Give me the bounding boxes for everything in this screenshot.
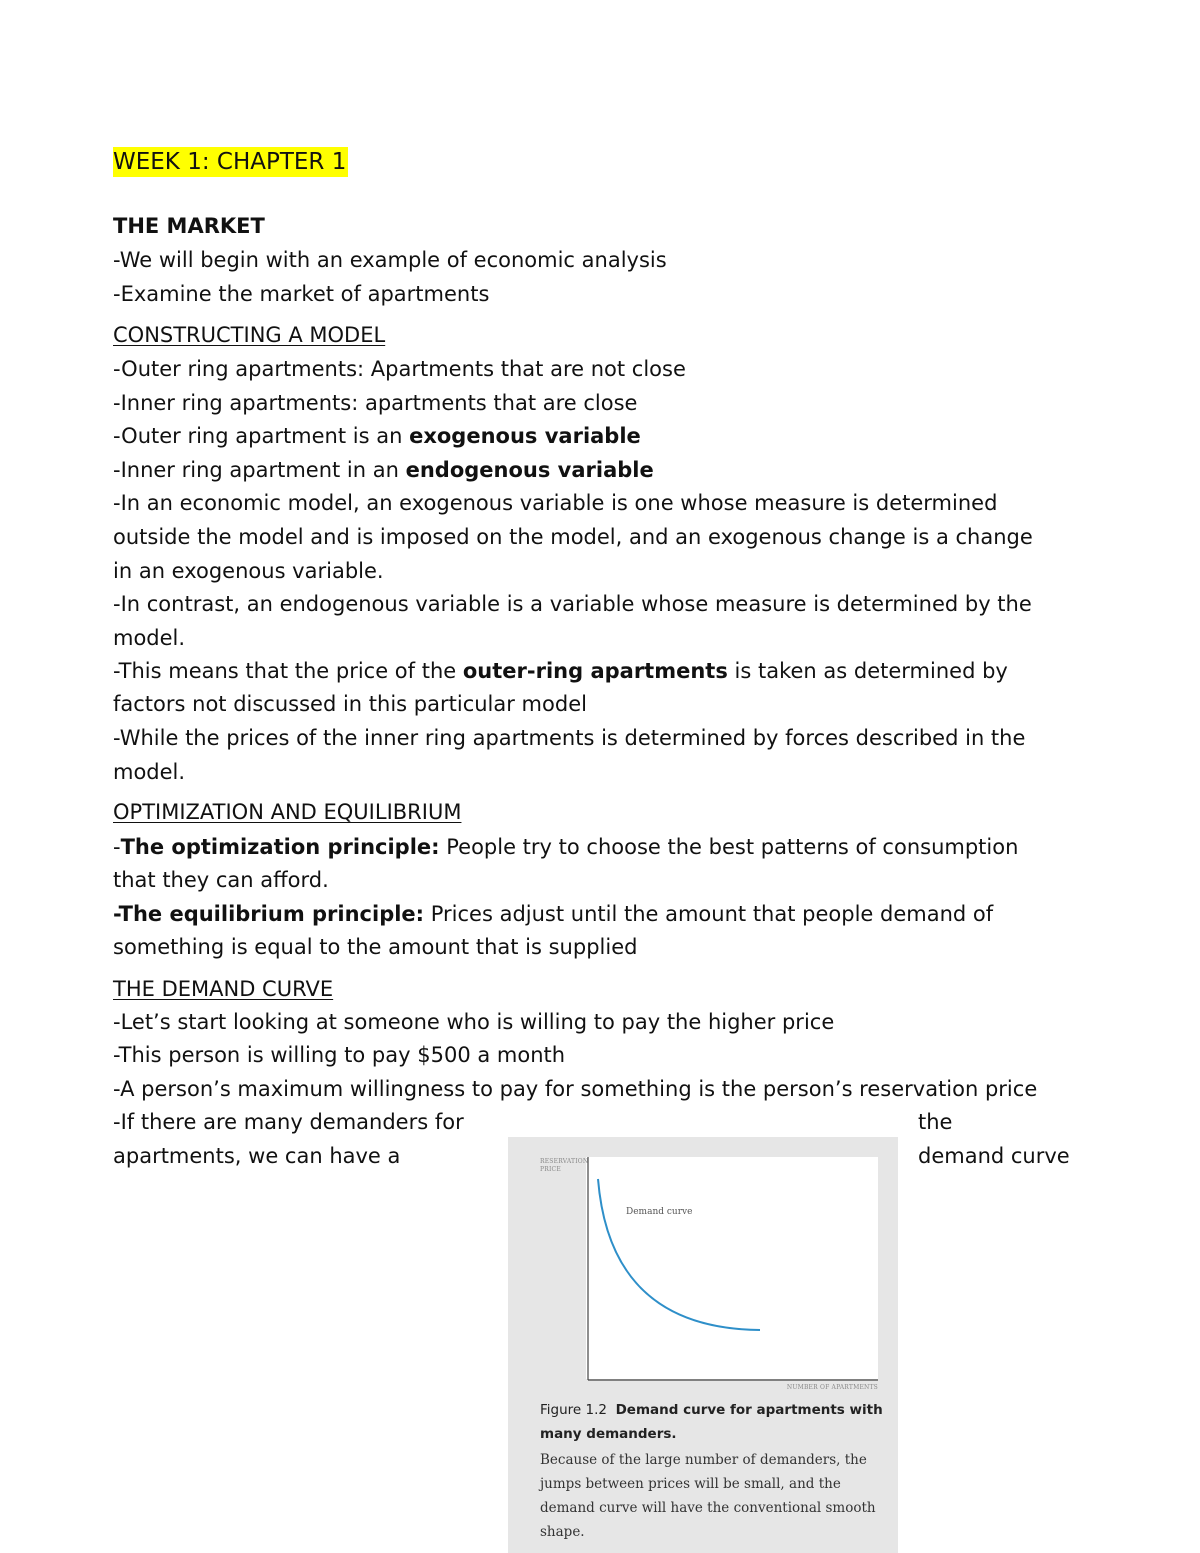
model-line-3 [113, 422, 641, 450]
model-line-4-bold: endogenous variable [405, 458, 654, 482]
model-line-10-bold: outer-ring apartments [462, 659, 728, 683]
opt-line-3-post: Prices adjust until the amount that people demand of [424, 902, 994, 926]
model-line-3-bold: exogenous variable [409, 424, 641, 448]
model-line-13: model. [113, 760, 186, 784]
y-axis-label-1: RESERVATION [540, 1158, 589, 1165]
model-line-8: -In contrast, an endogenous variable is a variable whose measure is determined by the [113, 592, 1032, 616]
model-line-10 [113, 657, 1008, 685]
opt-line-1-bold: The optimization principle: [120, 835, 440, 859]
model-line-10-post: is taken as determined by [727, 659, 1008, 683]
opt-line-1-post: People try to choose the best patterns of consumption [439, 835, 1019, 859]
section-heading-optimization: OPTIMIZATION AND EQUILIBRIUM [113, 800, 462, 824]
section-heading-model: CONSTRUCTING A MODEL [113, 323, 386, 347]
opt-line-4: something is equal to the amount that is supplied [113, 935, 638, 959]
market-line-1: -We will begin with an example of economic analysis [113, 248, 667, 272]
opt-line-2: that they can afford. [113, 868, 329, 892]
demand-curve-figure [508, 1137, 898, 1553]
opt-line-3-bold: -The equilibrium principle: [113, 902, 425, 926]
model-line-3-text: -Outer ring apartment is an [113, 424, 410, 448]
model-line-4 [113, 456, 654, 484]
model-line-12: -While the prices of the inner ring apartments is determined by forces described in the [113, 726, 1026, 750]
opt-line-1 [113, 833, 1018, 861]
opt-line-3 [113, 900, 993, 928]
demand-line-5-right: demand curve [918, 1144, 1070, 1168]
demand-line-4-right: the [918, 1110, 953, 1134]
plot-area [586, 1157, 878, 1379]
model-line-7: in an exogenous variable. [113, 559, 384, 583]
demand-line-2: -This person is willing to pay $500 a month [113, 1043, 566, 1067]
model-line-11: factors not discussed in this particular model [113, 692, 587, 716]
demand-line-3: -A person’s maximum willingness to pay for something is the person’s reservation price [113, 1077, 1038, 1101]
figure-caption-body: Because of the large number of demanders, the jumps between prices will be small, and the demand curve will have the conventional smooth shape. [540, 1452, 876, 1540]
page-title: WEEK 1: CHAPTER 1 [113, 149, 347, 175]
section-heading-market: THE MARKET [113, 214, 265, 238]
model-line-6: outside the model and is imposed on the model, and an exogenous change is a change [113, 525, 1033, 549]
demand-curve-label: Demand curve [626, 1207, 693, 1217]
x-axis-label: NUMBER OF APARTMENTS [786, 1384, 878, 1391]
model-line-9: model. [113, 626, 186, 650]
demand-line-1: -Let’s start looking at someone who is willing to pay the higher price [113, 1010, 835, 1034]
model-line-1: -Outer ring apartments: Apartments that are not close [113, 357, 686, 381]
model-line-5: -In an economic model, an exogenous variable is one whose measure is determined [113, 491, 998, 515]
demand-line-5-left: apartments, we can have a [113, 1144, 401, 1168]
figure-number: Figure 1.2 [540, 1402, 607, 1418]
demand-line-4-left: -If there are many demanders for [113, 1110, 464, 1134]
opt-line-1-pre: - [113, 835, 121, 859]
market-line-2: -Examine the market of apartments [113, 282, 490, 306]
y-axis-label-2: PRICE [540, 1166, 561, 1173]
figure-title-text: Demand curve for apartments with many demanders. [540, 1402, 883, 1442]
model-line-2: -Inner ring apartments: apartments that are close [113, 391, 638, 415]
model-line-10-pre: -This means that the price of the [113, 659, 463, 683]
model-line-4-text: -Inner ring apartment in an [113, 458, 406, 482]
figure-caption-title [540, 1398, 890, 1446]
section-heading-demand: THE DEMAND CURVE [113, 977, 334, 1001]
